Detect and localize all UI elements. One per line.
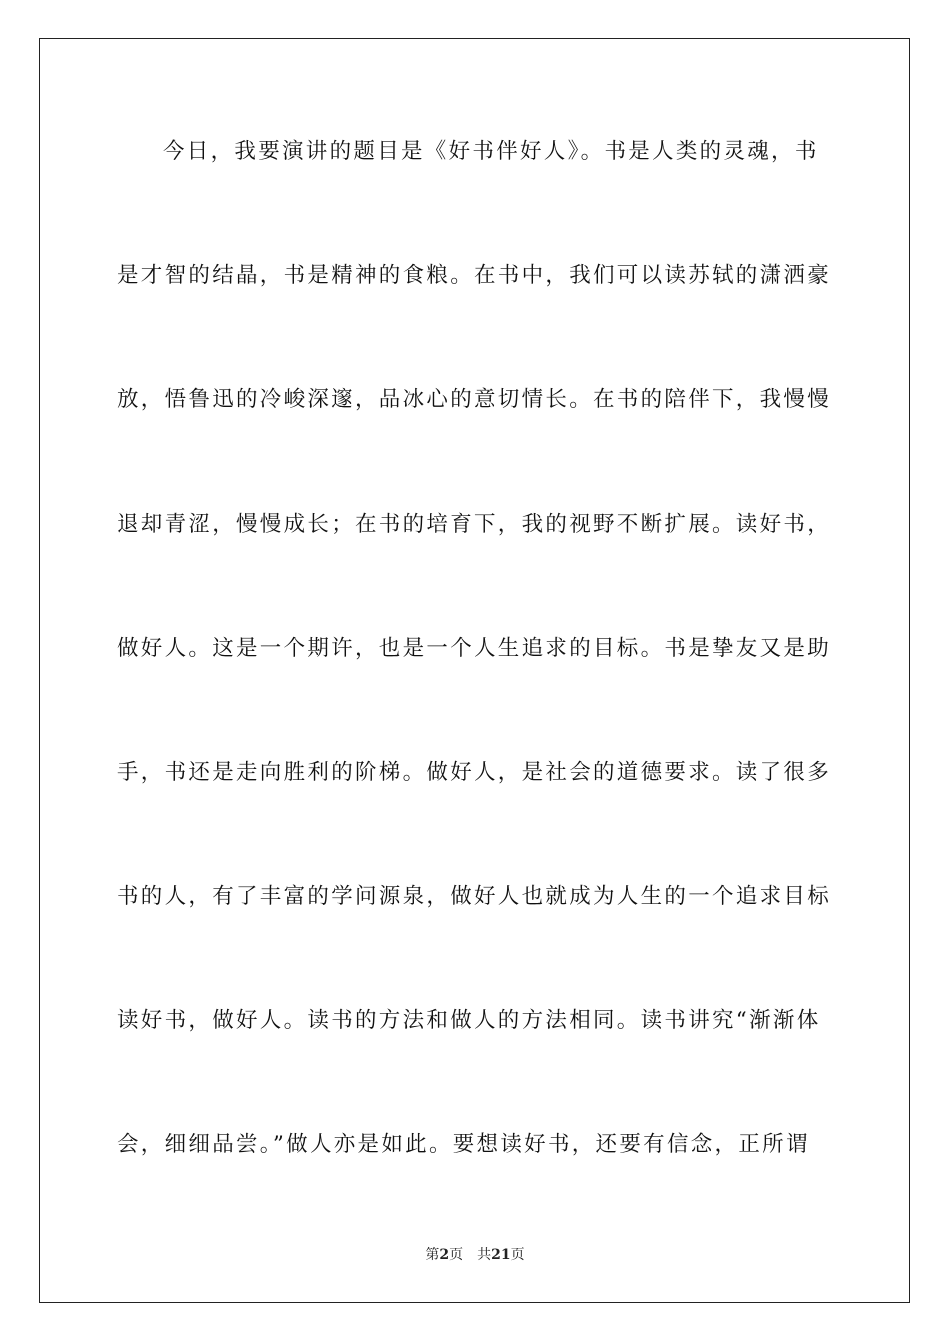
- total-prefix: 共: [477, 1247, 492, 1263]
- paragraph-line: 今日，我要演讲的题目是《好书伴好人》。书是人类的灵魂，书: [163, 139, 819, 164]
- paragraph-line: 做好人。这是一个期许，也是一个人生追求的目标。书是挚友又是助: [117, 636, 832, 661]
- paragraph-line: 读好书，做好人。读书的方法和做人的方法相同。读书讲究“渐渐体: [117, 1008, 821, 1033]
- page-suffix: 页: [449, 1247, 464, 1263]
- paragraph-line: 会，细细品尝。”做人亦是如此。要想读好书，还要有信念，正所谓: [117, 1132, 810, 1157]
- paragraph-line: 放，悟鲁迅的冷峻深邃，品冰心的意切情长。在书的陪伴下，我慢慢: [117, 387, 832, 412]
- total-suffix: 页: [510, 1247, 525, 1263]
- paragraph-line: 退却青涩，慢慢成长；在书的培育下，我的视野不断扩展。读好书，: [117, 512, 832, 537]
- page-number: 2: [439, 1247, 450, 1263]
- total-pages: 21: [491, 1247, 511, 1263]
- page-border: [39, 38, 910, 1303]
- paragraph-line: 手，书还是走向胜利的阶梯。做好人，是社会的道德要求。读了很多: [117, 760, 832, 785]
- page-prefix: 第: [425, 1247, 440, 1263]
- paragraph-line: 是才智的结晶，书是精神的食粮。在书中，我们可以读苏轼的潇洒豪: [117, 263, 832, 288]
- page-footer: [0, 1245, 950, 1265]
- paragraph-line: 书的人，有了丰富的学问源泉，做好人也就成为人生的一个追求目标: [117, 884, 832, 909]
